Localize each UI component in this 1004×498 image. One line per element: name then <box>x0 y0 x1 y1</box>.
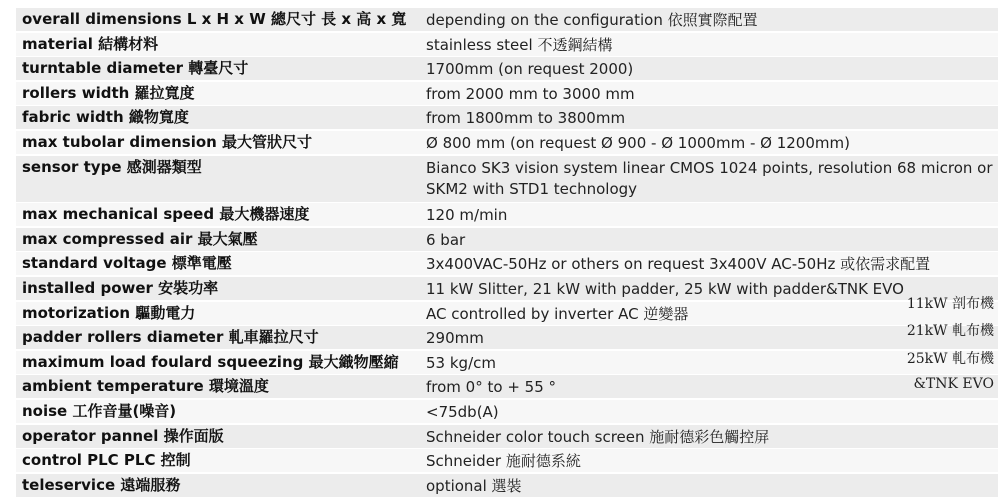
spec-row-overall-dimensions <box>16 8 998 31</box>
spec-row-max-tubolar-dimension <box>16 131 998 154</box>
side-note-tnk-evo: &TNK EVO <box>913 376 994 392</box>
spec-value: from 2000 mm to 3000 mm <box>426 84 635 103</box>
side-note-padder: 21kW 軋布機 <box>906 323 994 339</box>
spec-value: AC controlled by inverter AC 逆變器 <box>426 304 689 323</box>
spec-label: max mechanical speed 最大機器速度 <box>22 205 310 224</box>
spec-row-control-plc <box>16 449 998 472</box>
spec-value: 6 bar <box>426 230 466 249</box>
spec-row-noise <box>16 400 998 423</box>
spec-value: from 1800mm to 3800mm <box>426 109 626 128</box>
spec-label: teleservice 遠端服務 <box>22 475 181 494</box>
spec-value: <75db(A) <box>426 402 499 421</box>
spec-row-padder-rollers-diameter <box>16 326 998 349</box>
spec-label: turntable diameter 轉臺尺寸 <box>22 59 249 78</box>
spec-label: padder rollers diameter 軋車羅拉尺寸 <box>22 328 319 347</box>
spec-label: ambient temperature 環境溫度 <box>22 377 269 396</box>
spec-row-fabric-width <box>16 106 998 129</box>
spec-value: 3x400VAC-50Hz or others on request 3x400V AC-50Hz 或依需求配置 <box>426 255 931 274</box>
spec-value: 290mm <box>426 329 484 348</box>
side-note-slitter: 11kW 剖布機 <box>906 296 994 312</box>
spec-label: motorization 驅動電力 <box>22 303 196 322</box>
spec-value: 11 kW Slitter, 21 kW with padder, 25 kW with padder&TNK EVO <box>426 279 904 298</box>
spec-row-standard-voltage <box>16 252 998 275</box>
spec-row-maximum-load <box>16 351 998 374</box>
spec-value: 120 m/min <box>426 206 508 225</box>
spec-label: maximum load foulard squeezing 最大織物壓縮 <box>22 352 399 371</box>
spec-value: depending on the configuration 依照實際配置 <box>426 11 758 29</box>
spec-row-turntable-diameter <box>16 57 998 80</box>
spec-row-teleservice <box>16 474 998 497</box>
spec-row-installed-power <box>16 277 998 300</box>
spec-value: Schneider color touch screen 施耐德彩色觸控屏 <box>426 427 770 446</box>
side-note-padder-tnk: 25kW 軋布機 <box>906 351 994 367</box>
spec-value: Schneider 施耐德系統 <box>426 452 581 471</box>
spec-label: max tubolar dimension 最大管狀尺寸 <box>22 132 313 151</box>
spec-label: installed power 安裝功率 <box>22 278 219 297</box>
spec-label: operator pannel 操作面版 <box>22 426 224 445</box>
spec-label: fabric width 織物寬度 <box>22 108 189 127</box>
spec-label: control PLC PLC 控制 <box>22 451 191 470</box>
spec-row-max-mechanical-speed <box>16 203 998 226</box>
spec-row-sensor-type <box>16 156 998 202</box>
spec-label: sensor type 感測器類型 <box>22 157 202 176</box>
spec-row-material <box>16 33 998 56</box>
spec-value: stainless steel 不透鋼結構 <box>426 35 613 54</box>
spec-value: from 0° to + 55 ° <box>426 378 557 397</box>
spec-value: 1700mm (on request 2000) <box>426 60 634 79</box>
spec-row-max-compressed-air <box>16 228 998 251</box>
spec-label: overall dimensions L x H x W 總尺寸 長 x 高 x 寬 <box>22 10 407 28</box>
spec-label: rollers width 羅拉寬度 <box>22 83 195 102</box>
spec-row-motorization <box>16 302 998 325</box>
spec-table <box>16 8 998 498</box>
spec-value: optional 選裝 <box>426 476 522 495</box>
spec-label: max compressed air 最大氣壓 <box>22 229 258 248</box>
spec-value: Ø 800 mm (on request Ø 900 - Ø 1000mm - Ø 1200mm) <box>426 133 850 152</box>
spec-value: Bianco SK3 vision system linear CMOS 1024 points, resolution 68 micron or SKM2 with STD1 technology <box>426 158 993 198</box>
spec-label: standard voltage 標準電壓 <box>22 254 232 273</box>
spec-label: material 結構材料 <box>22 34 159 53</box>
spec-row-rollers-width <box>16 82 998 105</box>
spec-value: 53 kg/cm <box>426 353 496 372</box>
spec-label: noise 工作音量(噪音) <box>22 401 177 420</box>
spec-row-operator-pannel <box>16 425 998 448</box>
spec-row-ambient-temperature <box>16 375 998 398</box>
